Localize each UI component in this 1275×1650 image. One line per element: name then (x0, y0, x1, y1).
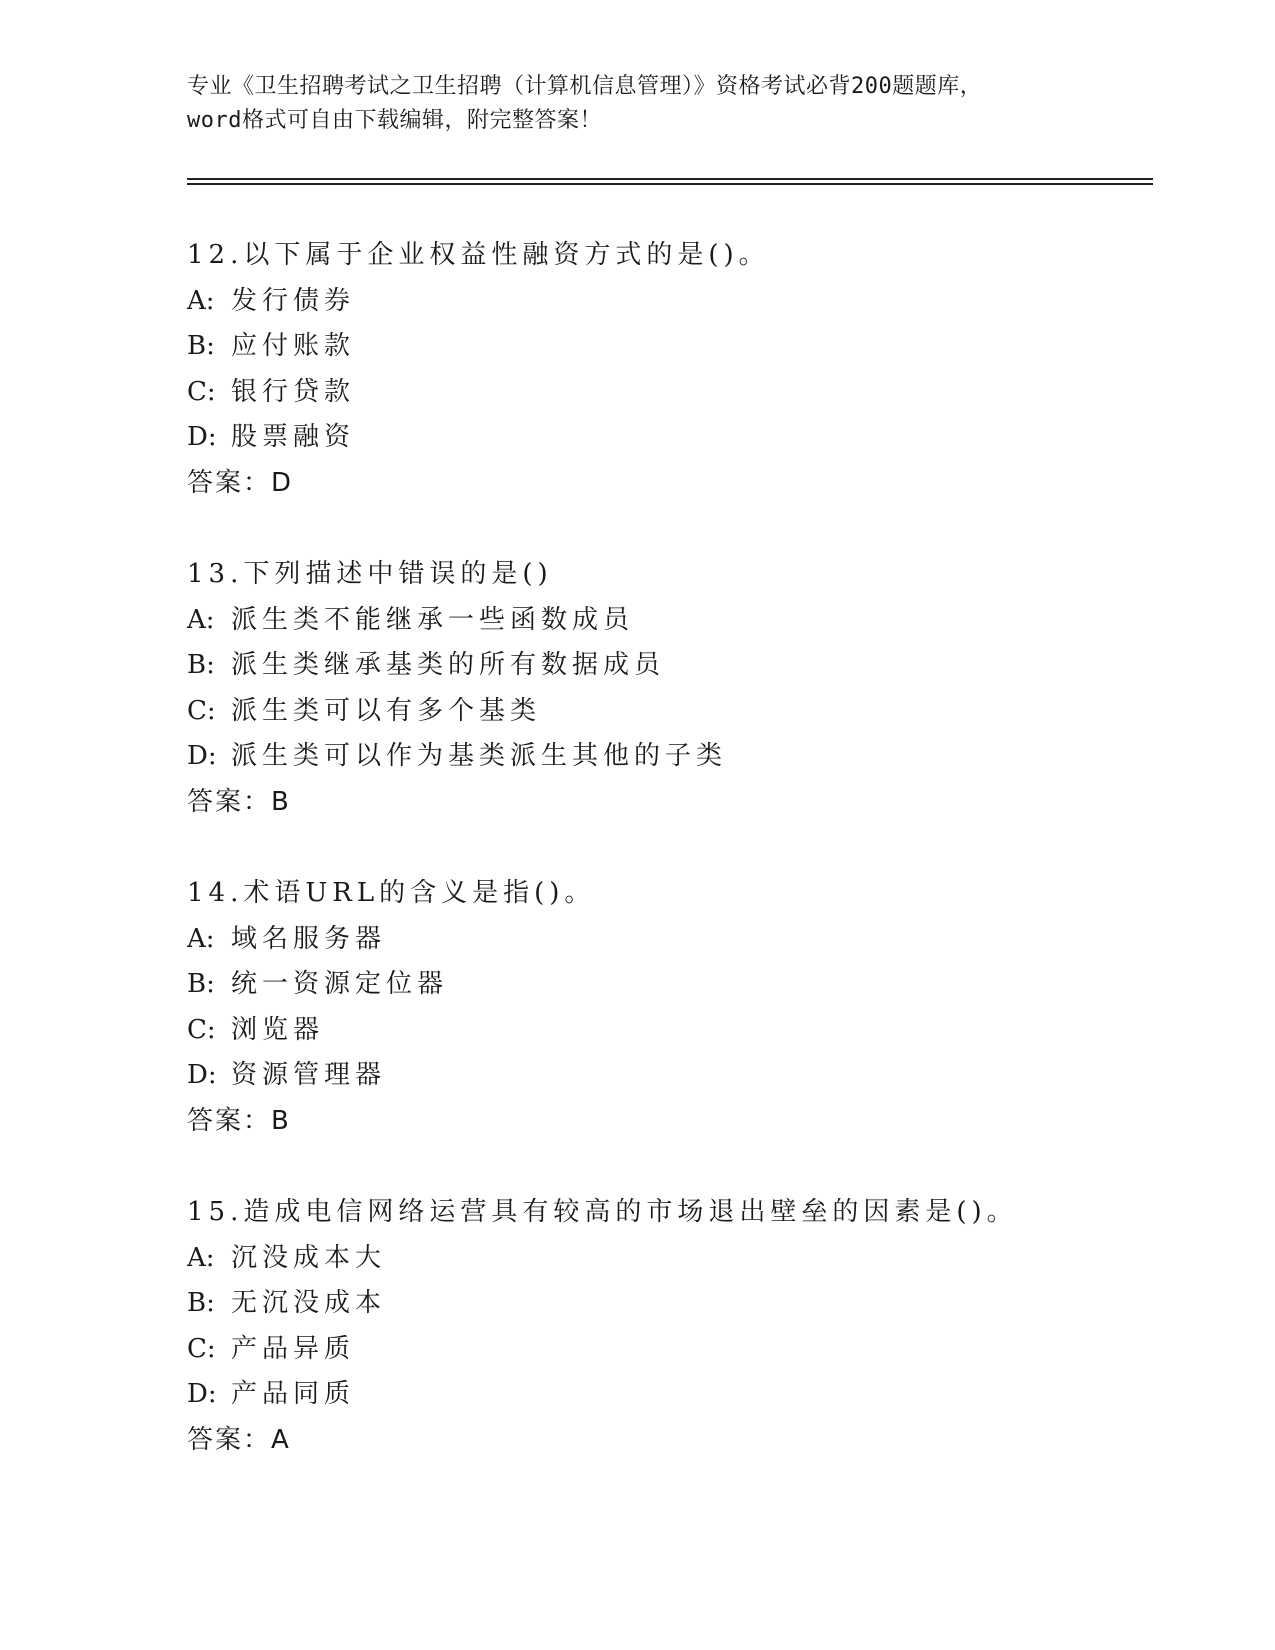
option-letter: B: (187, 969, 215, 999)
header-line-2: word格式可自由下载编辑，附完整答案！ (187, 108, 602, 133)
option-d (187, 734, 1167, 780)
question-stem: 14.术语URL的含义是指()。 (187, 878, 596, 908)
option-text: 银行贷款 (231, 376, 356, 407)
question-15 (187, 1190, 1167, 1463)
option-letter: D: (187, 741, 217, 771)
option-text: 发行债券 (231, 285, 356, 316)
option-text: 派生类继承基类的所有数据成员 (231, 650, 666, 680)
option-letter: A: (187, 285, 215, 316)
option-letter: B: (187, 331, 215, 361)
option-text: 应付账款 (231, 331, 356, 361)
option-c (187, 689, 1167, 735)
document-header (187, 70, 1087, 138)
option-letter: A: (187, 1242, 215, 1273)
option-b (187, 1281, 1167, 1327)
option-letter: D: (187, 1379, 217, 1409)
option-a (187, 917, 1167, 963)
option-letter: C: (187, 1014, 216, 1045)
option-d (187, 1053, 1167, 1099)
option-letter: A: (187, 923, 215, 954)
option-letter: D: (187, 422, 217, 452)
option-letter: B: (187, 1288, 215, 1318)
option-letter: C: (187, 1333, 216, 1364)
option-text: 域名服务器 (231, 923, 387, 954)
question-13 (187, 552, 1167, 825)
question-stem: 13.下列描述中错误的是() (187, 559, 553, 589)
option-letter: C: (187, 376, 216, 407)
option-letter: B: (187, 650, 215, 680)
option-text: 统一资源定位器 (231, 969, 449, 999)
option-letter: A: (187, 604, 215, 635)
header-divider-top (187, 178, 1153, 180)
option-text: 无沉没成本 (231, 1288, 387, 1318)
option-a (187, 1236, 1167, 1282)
option-text: 派生类可以作为基类派生其他的子类 (231, 741, 728, 771)
option-b (187, 324, 1167, 370)
question-stem: 12.以下属于企业权益性融资方式的是()。 (187, 240, 770, 270)
option-c (187, 1008, 1167, 1054)
option-c (187, 1327, 1167, 1373)
header-divider-bottom (187, 183, 1153, 185)
option-d (187, 1372, 1167, 1418)
option-text: 产品异质 (231, 1333, 356, 1364)
answer-line: 答案：A (187, 1424, 291, 1455)
question-14 (187, 871, 1167, 1144)
option-c (187, 370, 1167, 416)
option-a (187, 598, 1167, 644)
option-letter: C: (187, 695, 216, 726)
option-b (187, 962, 1167, 1008)
option-text: 浏览器 (231, 1014, 325, 1045)
option-text: 沉没成本大 (231, 1242, 387, 1273)
option-letter: D: (187, 1060, 217, 1090)
answer-line: 答案：B (187, 786, 291, 817)
option-a (187, 279, 1167, 325)
answer-line: 答案：B (187, 1105, 291, 1136)
option-text: 股票融资 (231, 422, 356, 452)
header-line-1: 专业《卫生招聘考试之卫生招聘（计算机信息管理）》资格考试必背200题题库， (187, 74, 983, 99)
question-12 (187, 233, 1167, 506)
option-text: 派生类可以有多个基类 (231, 695, 542, 726)
option-b (187, 643, 1167, 689)
option-text: 派生类不能继承一些函数成员 (231, 604, 635, 635)
question-stem: 15.造成电信网络运营具有较高的市场退出壁垒的因素是()。 (187, 1197, 1018, 1227)
option-text: 产品同质 (231, 1379, 356, 1409)
answer-line: 答案：D (187, 467, 294, 498)
option-d (187, 415, 1167, 461)
option-text: 资源管理器 (231, 1060, 387, 1090)
